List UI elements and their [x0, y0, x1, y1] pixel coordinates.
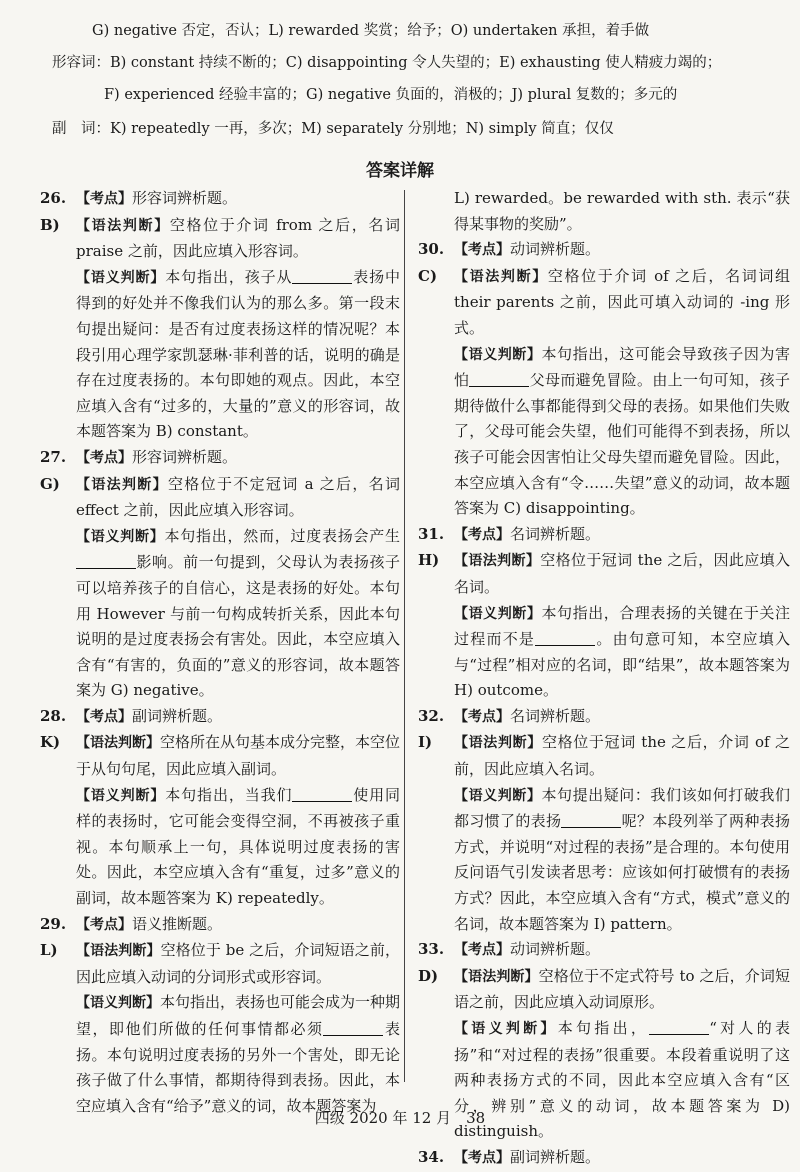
blank-line: [649, 1019, 709, 1035]
topic-text: 名词辨析题。: [510, 706, 601, 725]
answer-28-semantic: [40, 783, 400, 912]
grammar-text: 空格位于 be 之后，介词短语之前，因此应填入动词的分词形式或形容词。: [76, 941, 400, 986]
right-column: [418, 186, 790, 1172]
answer-letter: I): [418, 733, 433, 752]
vocab-line: G) negative 否定，否认；L) rewarded 奖赏；给予；O) undertaken 承担，着手做: [92, 23, 650, 39]
blank-line: [323, 1020, 383, 1036]
tag: 【语法判断】: [76, 217, 170, 234]
topic-text: 形容词辨析题。: [132, 189, 238, 207]
tag: 【语法判断】: [76, 943, 161, 960]
tag: 【语义判断】: [76, 528, 165, 545]
tag: 【语义判断】: [76, 995, 160, 1012]
answer-27-semantic: [40, 524, 400, 704]
semantic-text: 影响。前一句提到，父母认为表扬孩子可以培养孩子的自信心，这是表扬的好处。本句用 However 与前一句构成转折关系，因此本句说明的是过度表扬会有害处。因此，本空应填入含有“有害的，负面的”意义的形容词，故本题答案为 G) negative。: [76, 553, 400, 700]
question-34-topic: [418, 1145, 790, 1172]
blank-line: [292, 268, 352, 284]
question-31-topic: [418, 522, 790, 549]
question-number: 27.: [40, 447, 67, 466]
grammar-text: 空格位于不定冠词 a 之后，名词 effect 之前，因此应填入形容词。: [76, 474, 401, 520]
continued-text: L) rewarded。be rewarded with sth. 表示“获得某事物的奖励”。: [454, 189, 790, 233]
section-title: 答案详解: [366, 161, 434, 181]
blank-line: [469, 371, 529, 387]
question-number: 28.: [40, 706, 67, 725]
question-28-topic: [40, 704, 400, 731]
question-26-topic: [40, 186, 400, 213]
topic-text: 副词辨析题。: [510, 1147, 601, 1166]
question-32-topic: [418, 704, 790, 731]
answer-29-semantic: [40, 990, 400, 1119]
answer-27-grammar: [40, 472, 400, 524]
answer-30-grammar: [418, 264, 790, 342]
topic-text: 副词辨析题。: [132, 706, 223, 725]
answer-letter: L): [40, 941, 58, 960]
answer-letter: C): [418, 266, 438, 285]
tag: 【考点】: [454, 1149, 510, 1166]
tag: 【语义判断】: [454, 605, 542, 622]
answer-31-semantic: [418, 601, 790, 704]
tag: 【语义判断】: [454, 346, 542, 363]
semantic-text: 本句指出，这可能会导致孩子因为害怕: [454, 344, 790, 390]
grammar-text: 空格位于冠词 the 之后，介词 of 之前，因此应填入名词。: [454, 733, 790, 779]
grammar-text: 空格所在从句基本成分完整，本空位于从句句尾，因此应填入副词。: [76, 733, 401, 779]
tag: 【考点】: [454, 708, 510, 725]
tag: 【考点】: [454, 526, 510, 543]
answer-31-grammar: [418, 548, 790, 600]
topic-text: 语义推断题。: [132, 914, 223, 933]
page-footer: 四级 2020 年 12 月 38: [314, 1109, 486, 1127]
vocab-line: F) experienced 经验丰富的；G) negative 负面的，消极的；J) plural 复数的；多元的: [104, 87, 678, 103]
tag: 【语法判断】: [76, 735, 160, 752]
semantic-text: 。由句意可知，本空应填入与“过程”相对应的名词，即“结果”，故本题答案为 H) outcome。: [454, 630, 790, 700]
tag: 【语法判断】: [454, 268, 548, 285]
question-27-topic: [40, 445, 400, 472]
semantic-text: 表扬。本句说明过度表扬的另外一个害处，即无论孩子做了什么事情，都期待得到表扬。因此，本空应填入含有“给予”意义的词，故本题答案为: [76, 1020, 400, 1115]
answer-29-continued: [418, 186, 790, 237]
blank-line: [561, 812, 621, 828]
tag: 【考点】: [454, 242, 510, 259]
semantic-text: 本句指出，当我们: [165, 785, 293, 804]
semantic-text: 本句指出，合理表扬的关键在于关注过程而不是: [454, 603, 790, 649]
tag: 【语义判断】: [76, 787, 166, 804]
answer-26-grammar: [40, 213, 400, 265]
question-number: 33.: [418, 940, 445, 959]
tag: 【语法判断】: [454, 553, 541, 570]
tag: 【考点】: [454, 942, 510, 959]
tag: 【考点】: [76, 449, 132, 466]
semantic-text: 本句指出，: [557, 1019, 650, 1037]
tag: 【语法判断】: [76, 476, 168, 493]
question-number: 32.: [418, 706, 445, 725]
grammar-text: 空格位于介词 from 之后，名词 praise 之前，因此应填入形容词。: [76, 215, 400, 261]
semantic-text: 本句指出，孩子从: [165, 267, 293, 286]
tag: 【考点】: [76, 191, 132, 207]
semantic-text: 本句指出，表扬也可能会成为一种期望，即他们所做的任何事情都必须: [76, 993, 401, 1038]
vocab-line: 形容词：B) constant 持续不断的；C) disappointing 令人失望的；E) exhausting 使人精疲力竭的；: [52, 55, 722, 71]
tag: 【语法判断】: [454, 735, 542, 752]
grammar-text: 空格位于不定式符号 to 之后，介词短语之前，因此应填入动词原形。: [454, 966, 790, 1012]
blank-line: [76, 553, 136, 569]
blank-line: [535, 630, 595, 646]
answer-32-semantic: [418, 783, 790, 938]
tag: 【考点】: [76, 916, 132, 933]
tag: 【语义判断】: [454, 1021, 558, 1037]
grammar-text: 空格位于介词 of 之后，名词词组 their parents 之前，因此可填入动词的 -ing 形式。: [454, 266, 791, 337]
tag: 【语义判断】: [76, 269, 166, 286]
topic-text: 动词辨析题。: [510, 940, 601, 959]
answer-letter: D): [418, 966, 439, 985]
tag: 【语义判断】: [454, 787, 542, 804]
semantic-text: “对人的表扬”和“对过程的表扬”很重要。本段着重说明了这两种表扬方式的不同，因此本空应填入含有“区分，辨别”意义的动词，故本题答案为 D) distinguish。: [454, 1019, 791, 1141]
answer-letter: G): [40, 474, 60, 493]
left-column: [40, 186, 400, 1119]
semantic-text: 本句提出疑问：我们该如何打破我们都习惯了的表扬: [454, 785, 790, 831]
answer-30-semantic: [418, 342, 790, 522]
column-divider: [404, 190, 405, 1082]
semantic-text: 父母而避免冒险。由上一句可知，孩子期待做什么事都能得到父母的表扬。如果他们失败了，父母可能会失望，他们可能得不到表扬，所以孩子可能会因害怕让父母失望而避免冒险。因此，本空应填入含有“令……失望”意义的动词，故本题答案为 C) disappointing。: [454, 371, 790, 518]
topic-text: 名词辨析题。: [510, 524, 601, 543]
question-number: 31.: [418, 524, 445, 543]
vocab-line: 副 词：K) repeatedly 一再，多次；M) separately 分别地；N) simply 简直；仅仅: [52, 121, 614, 137]
blank-line: [292, 786, 352, 802]
semantic-text: 使用同样的表扬时，它可能会变得空洞，不再被孩子重视。本句顺承上一句，具体说明过度表扬的害处。因此，本空应填入含有“重复，过多”意义的副词，故本题答案为 K) repeatedly。: [76, 785, 400, 908]
answer-letter: H): [418, 551, 440, 570]
topic-text: 形容词辨析题。: [132, 447, 238, 466]
question-number: 34.: [418, 1147, 445, 1166]
semantic-text: 呢？本段列举了两种表扬方式，并说明“对过程的表扬”是合理的。本句使用反问语气引发读者思考：应该如何打破惯有的表扬方式？因此，本空应填入含有“方式，模式”意义的名词，故本题答案为 I) pattern。: [454, 812, 790, 933]
tag: 【语法判断】: [454, 968, 539, 985]
question-number: 29.: [40, 914, 67, 933]
question-33-topic: [418, 937, 790, 964]
topic-text: 动词辨析题。: [510, 240, 601, 259]
semantic-text: 本句指出，然而，过度表扬会产生: [164, 526, 400, 545]
answer-29-grammar: [40, 938, 400, 990]
question-29-topic: [40, 912, 400, 939]
tag: 【考点】: [76, 708, 132, 725]
question-number: 26.: [40, 189, 67, 207]
semantic-text: 表扬中得到的好处并不像我们认为的那么多。第一段末句提出疑问：是否有过度表扬这样的情况呢？本段引用心理学家凯瑟琳·菲利普的话，说明的确是存在过度表扬的。本句即她的观点。因此，本空应填入含有“过多的，大量的”意义的形容词，故本题答案为 B) constant。: [76, 267, 400, 441]
grammar-text: 空格位于冠词 the 之后，因此应填入名词。: [454, 551, 791, 596]
question-30-topic: [418, 237, 790, 264]
answer-32-grammar: [418, 730, 790, 782]
answer-33-grammar: [418, 964, 790, 1016]
answer-letter: B): [40, 215, 60, 234]
question-number: 30.: [418, 240, 445, 259]
answer-28-grammar: [40, 730, 400, 782]
answer-letter: K): [40, 733, 61, 752]
answer-26-semantic: [40, 265, 400, 445]
